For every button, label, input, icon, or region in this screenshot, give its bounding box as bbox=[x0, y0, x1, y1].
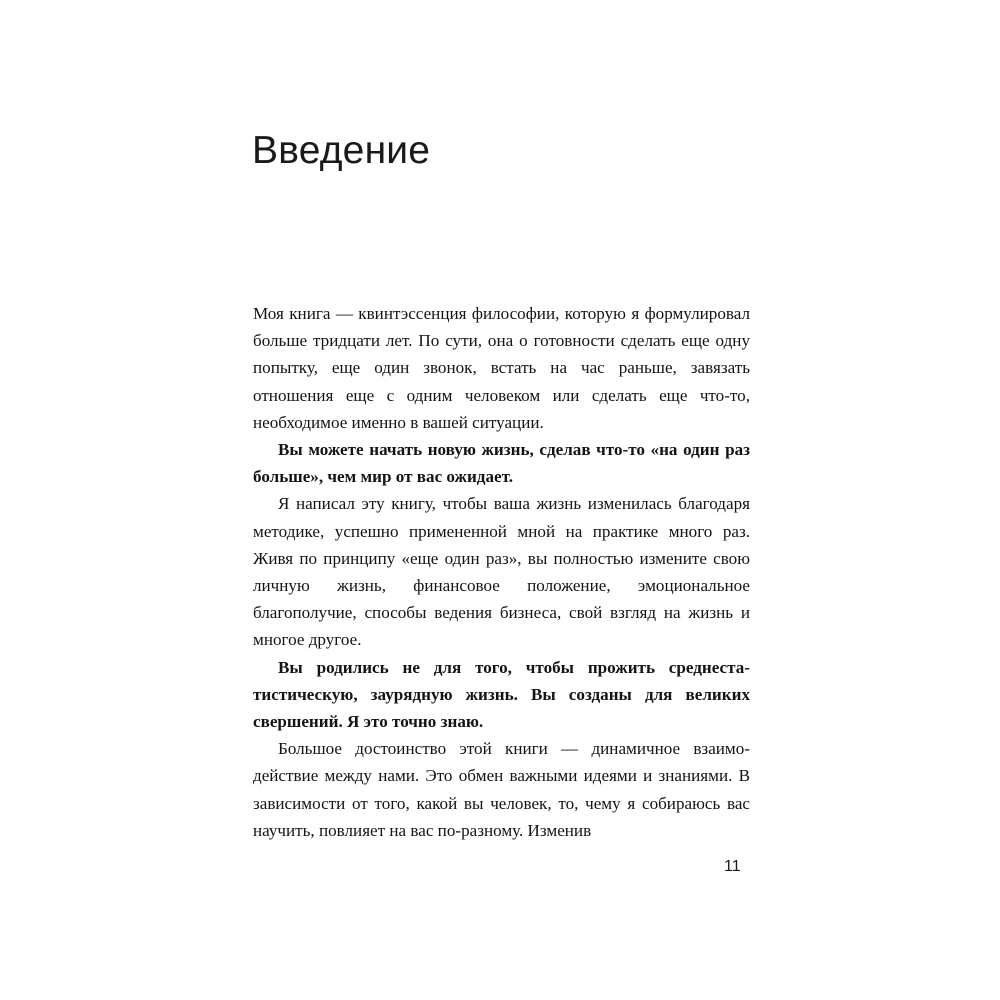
paragraph: Моя книга — квинтэссенция философии, которую я формулировал больше тридцати лет. По сути, она о готовности сделать еще одну попытку, еще один звонок, встать на час раньше, завязать отношения еще с одним человеком или сделать еще что-то, необходимое именно в вашей ситуации. bbox=[253, 304, 750, 432]
body-text bbox=[253, 300, 750, 844]
page-number: 11 bbox=[724, 858, 741, 875]
paragraph-emphasis: Вы родились не для того, чтобы прожить среднестатистическую, заурядную жизнь. Вы созданы для великих свершений. Я это точно знаю. bbox=[253, 657, 750, 732]
paragraph: Большое достоинство этой книги — динамичное взаимодействие между нами. Это обмен важными идеями и знаниями. В зависимости от того, какой вы человек, то, чему я собираюсь вас научить, повлияет на вас по-разному. Изменив bbox=[253, 739, 750, 840]
paragraph: Я написал эту книгу, чтобы ваша жизнь изменилась благодаря методике, успешно примененной мной на практике много раз. Живя по принципу «еще один раз», вы полностью измените свою личную жизнь, финансовое положение, эмоциональное благополучие, способы ведения бизнеса, свой взгляд на жизнь и многое другое. bbox=[253, 494, 750, 650]
page-title: Введение bbox=[252, 129, 431, 173]
paragraph-emphasis: Вы можете начать новую жизнь, сделав что-то «на один раз больше», чем мир от вас ожидает. bbox=[253, 440, 750, 487]
